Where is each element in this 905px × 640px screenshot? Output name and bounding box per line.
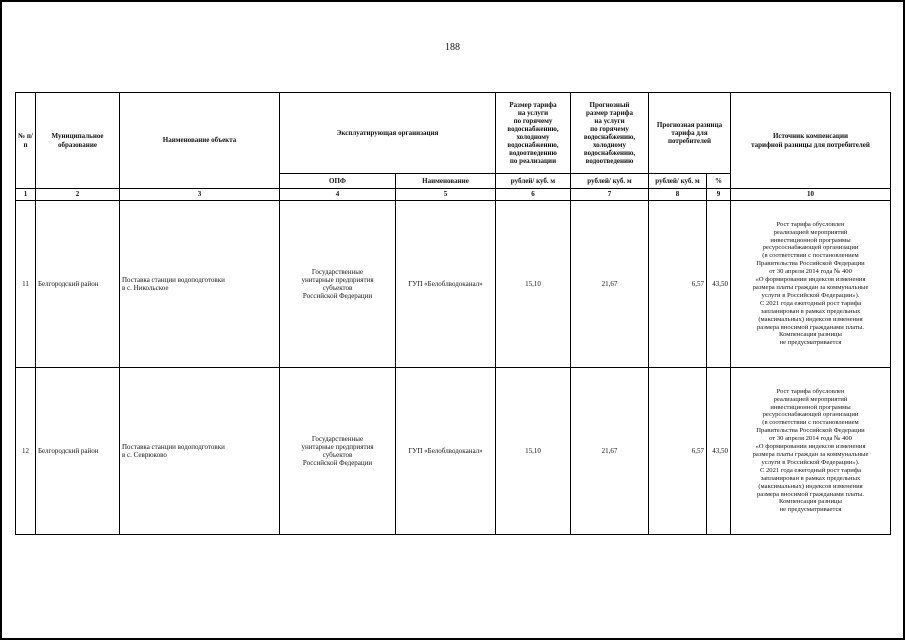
header-unit-difference: рублей/ куб. м [649,174,707,189]
text-line: Прогнозный [589,100,630,109]
column-number-row [16,189,891,201]
table-row [16,201,891,368]
header-source [731,93,891,189]
text-line: Компенсация разницы [779,498,842,506]
text-line: (максимальных) индексов изменения [758,482,863,490]
cell-operator-name: ГУП «Белоблводоканал» [396,201,496,368]
text-line: ресурсоснабжающей организации [762,411,859,419]
text-line: (в соответствии с постановлением [762,419,859,427]
text-line: субъектов [322,451,353,459]
cell-difference: 6,57 [649,201,707,368]
text-line: инвестиционной программы [770,236,851,244]
text-line: потребителей [667,137,712,146]
text-line: Государственные [311,267,364,276]
text-line: С 2021 года ежегодный рост тарифа [759,466,862,474]
header-forecast [571,93,649,174]
text-line: тарифа для [671,128,708,137]
text-line: тарифной разницы для потребителей [751,140,870,149]
column-number: 2 [36,189,120,201]
text-line: по горячему [513,116,553,125]
text-line: Правительства Российской Федерации [756,427,865,435]
column-number: 10 [731,189,891,201]
text-line: унитарные предприятия [301,442,374,451]
cell-forecast: 21,67 [571,368,649,535]
text-line: в с. Севрюково [122,451,167,459]
cell-object-name [120,368,280,535]
table-row [16,368,891,535]
text-line: С 2021 года ежегодный рост тарифа [759,299,862,307]
cell-opf [280,201,396,368]
text-line: холодному [516,133,550,141]
text-line: Российской Федерации [302,459,373,468]
text-line: (максимальных) индексов изменения [758,315,863,323]
cell-municipality: Белгородский район [36,201,120,368]
cell-percent: 43,50 [707,368,731,535]
cell-object-name [120,201,280,368]
text-line: (в соответствии с постановлением [762,252,859,260]
header-unit-percent: % [707,174,731,189]
header-row [16,93,891,174]
text-line: унитарные предприятия [301,275,374,284]
text-line: Размер тарифа [509,100,557,109]
cell-opf [280,368,396,535]
text-line: размера вносимой гражданами платы. [756,490,865,498]
text-line: не предусматривается [779,339,842,347]
header-unit-tariff: рублей/ куб. м [496,174,571,189]
header-unit-forecast: рублей/ куб. м [571,174,649,189]
text-line: Российской Федерации [302,292,373,301]
header-opf: ОПФ [280,174,396,189]
text-line: водоотведению [585,157,634,166]
cell-num: 12 [16,368,36,535]
text-line: запланирован в рамках предельных [760,307,861,315]
text-line: Поставка станции водоподготовки [122,275,225,284]
column-number: 4 [280,189,396,201]
text-line: инвестиционной программы [770,403,851,411]
column-number: 6 [496,189,571,201]
text-line: водоснабжению, [583,149,636,158]
text-line: Рост тарифа обусловлен [776,387,845,395]
text-line: не предусматривается [779,506,842,514]
text-line: по реализации [509,157,557,166]
cell-municipality: Белгородский район [36,368,120,535]
text-line: холодному [592,141,627,150]
text-line: водоснабжению, [507,124,559,133]
text-line: субъектов [322,284,353,292]
cell-difference: 6,57 [649,368,707,535]
text-line: от 30 апреля 2014 года № 400 [769,268,852,276]
text-line: Прогнозная разница [656,120,723,129]
cell-operator-name: ГУП «Белоблводоканал» [396,368,496,535]
text-line: услуги в Российской Федерации»). [761,291,860,299]
text-line: Правительства Российской Федерации [756,260,865,268]
text-line: размер тарифа [586,108,633,117]
header-difference [649,93,731,174]
text-line: услуги в Российской Федерации»). [761,458,860,466]
text-line: на услуги [594,116,625,125]
text-line: размера платы граждан за коммунальные [752,451,869,458]
column-number: 1 [16,189,36,201]
text-line: от 30 апреля 2014 года № 400 [769,435,852,443]
column-number: 7 [571,189,649,201]
text-line: на услуги [517,108,549,117]
cell-source [731,201,891,368]
column-number: 3 [120,189,280,201]
text-line: водоснабжению, [507,141,559,150]
tariff-table [15,92,891,535]
header-object-name: Наименование объекта [120,93,280,189]
column-number: 5 [396,189,496,201]
column-number: 8 [649,189,707,201]
cell-tariff: 15,10 [496,201,571,368]
text-line: запланирован в рамках предельных [760,474,861,482]
cell-forecast: 21,67 [571,201,649,368]
text-line: реализацией мероприятий [773,228,848,236]
text-line: по горячему [590,124,629,133]
text-line: ресурсоснабжающей организации [762,244,859,252]
cell-percent: 43,50 [707,201,731,368]
text-line: Рост тарифа обусловлен [776,220,845,228]
header-num: № п/п [16,93,36,189]
header-municipality: Муниципальное образование [36,93,120,189]
text-line: «О формировании индексов изменения [755,443,866,451]
column-number: 9 [707,189,731,201]
text-line: водоснабжению, [583,133,636,141]
header-tariff [496,93,571,174]
text-line: Источник компенсации [772,132,849,141]
text-line: водоотведению [509,149,557,158]
cell-tariff: 15,10 [496,368,571,535]
text-line: Государственные [311,434,364,443]
cell-num: 11 [16,201,36,368]
text-line: Компенсация разницы [779,331,842,339]
text-line: реализацией мероприятий [773,395,848,403]
header-operator: Эксплуатирующая организация [280,93,496,174]
text-line: размера платы граждан за коммунальные [752,284,869,291]
text-line: «О формировании индексов изменения [755,276,866,284]
text-line: Поставка станции водоподготовки [122,442,225,451]
page-number: 188 [445,42,460,53]
text-line: в с. Никольское [122,284,169,292]
text-line: размера вносимой гражданами платы. [756,323,865,331]
cell-source [731,368,891,535]
header-operator-name: Наименование [396,174,496,189]
